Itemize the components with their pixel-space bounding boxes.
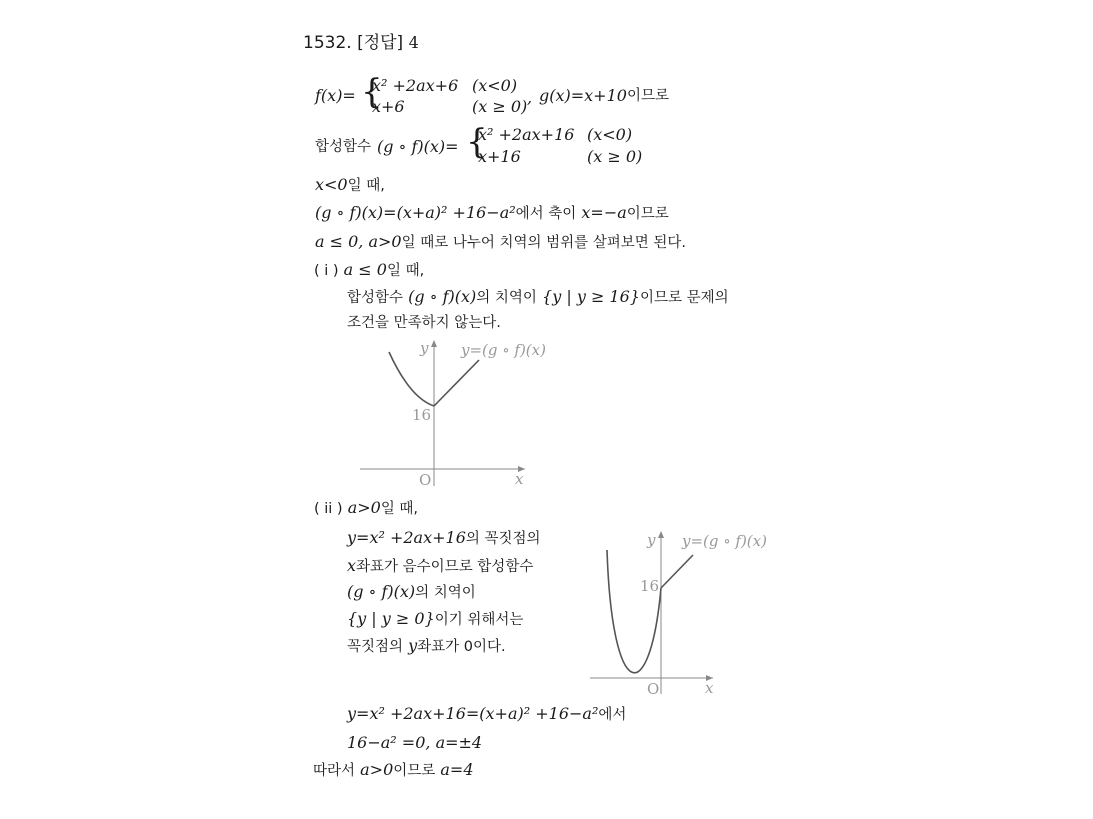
line-split-math: a ≤ 0, a>0 bbox=[315, 232, 402, 251]
problem-number: 1532. bbox=[303, 33, 352, 53]
final-line-3 bbox=[313, 762, 474, 779]
f-cond-1: (x<0) bbox=[472, 76, 518, 95]
composite-cond-2: (x ≥ 0) bbox=[587, 147, 643, 166]
final-l3-math-2: a=4 bbox=[440, 760, 474, 779]
composite-cond-1: (x<0) bbox=[587, 125, 633, 144]
case1-l1-math-1: (g ∘ f)(x) bbox=[408, 287, 477, 306]
graph2-curve-label: y=(g ∘ f)(x) bbox=[682, 532, 767, 550]
case2-l1-text: 의 꼭짓점의 bbox=[465, 531, 541, 547]
case2-line-3 bbox=[347, 584, 476, 601]
g-definition: g(x)=x+10 bbox=[539, 86, 627, 105]
answer-label: [정답] bbox=[357, 33, 404, 53]
final-line-2: 16−a² =0, a=±4 bbox=[347, 733, 483, 752]
case2-cond-math: a>0 bbox=[347, 498, 381, 517]
case2-line-5 bbox=[347, 638, 506, 655]
case2-label: ( ii ) bbox=[314, 501, 343, 517]
case1-l1-text-3: 이므로 문제의 bbox=[639, 290, 729, 306]
line-axis-math-1: (g ∘ f)(x)=(x+a)² +16−a² bbox=[315, 203, 516, 222]
f-lhs: f(x)= bbox=[315, 86, 356, 105]
graph2-y-arrow bbox=[658, 531, 664, 538]
case1-l1-text-1: 합성함수 bbox=[347, 290, 404, 306]
composite-piece-2: x+16 bbox=[478, 147, 521, 166]
graph2-x-axis-label: x bbox=[705, 679, 714, 697]
case2-cond-text: 일 때, bbox=[380, 501, 419, 517]
case1-cond-text: 일 때, bbox=[386, 263, 425, 279]
final-l3-math-1: a>0 bbox=[360, 760, 394, 779]
f-piece-2: x+6 bbox=[372, 97, 405, 116]
g-suffix: 이므로 bbox=[627, 88, 670, 104]
line-x-negative bbox=[315, 177, 385, 194]
graph2-parabola bbox=[607, 550, 661, 673]
f-cond-2: (x ≥ 0) bbox=[472, 97, 528, 116]
case2-l4-text: 이기 위해서는 bbox=[434, 612, 524, 628]
graph2-y-axis-label: y bbox=[647, 531, 656, 549]
graph2-right-line bbox=[661, 555, 693, 588]
line-axis-text-2: 이므로 bbox=[626, 206, 669, 222]
case1-line-2: 조건을 만족하지 않는다. bbox=[347, 315, 501, 331]
line-x-negative-text: 일 때, bbox=[347, 178, 385, 194]
composite-brace: { bbox=[466, 122, 488, 162]
answer-value: 4 bbox=[408, 33, 419, 52]
graph1-right-line bbox=[434, 360, 479, 406]
case2-l5-text-1: 꼭짓점의 bbox=[347, 639, 404, 655]
case1-line-1 bbox=[347, 289, 729, 306]
case2-line-4 bbox=[347, 611, 523, 628]
case1-heading bbox=[314, 262, 424, 279]
final-line-1 bbox=[347, 706, 626, 723]
graph1-y-axis-label: y bbox=[420, 339, 429, 357]
case2-l3-math: (g ∘ f)(x) bbox=[347, 582, 416, 601]
case1-cond-math: a ≤ 0 bbox=[343, 260, 387, 279]
case2-line-1 bbox=[347, 530, 541, 547]
graph1-x-axis-label: x bbox=[515, 470, 524, 488]
line-x-negative-math: x<0 bbox=[315, 175, 348, 194]
def-comma: , bbox=[527, 88, 533, 107]
case2-line-2 bbox=[347, 558, 533, 575]
f-brace: { bbox=[361, 72, 383, 112]
line-split bbox=[315, 234, 686, 251]
graph1-curve-label: y=(g ∘ f)(x) bbox=[461, 341, 546, 359]
line-axis-math-2: x=−a bbox=[581, 203, 627, 222]
graph1-intercept-label: 16 bbox=[412, 406, 432, 424]
case2-heading bbox=[314, 500, 418, 517]
line-split-text: 일 때로 나누어 치역의 범위를 살펴보면 된다. bbox=[401, 235, 686, 251]
graph-case2 bbox=[585, 524, 800, 699]
graph1-origin-label: O bbox=[419, 471, 432, 489]
problem-header bbox=[303, 35, 419, 52]
composite-piece-1: x² +2ax+16 bbox=[478, 125, 575, 144]
final-l3-text-2: 이므로 bbox=[393, 763, 436, 779]
f-piece-1: x² +2ax+6 bbox=[372, 76, 459, 95]
final-l1-text: 에서 bbox=[598, 707, 627, 723]
graph-case1 bbox=[355, 336, 575, 491]
case1-label: ( i ) bbox=[314, 263, 339, 279]
graph1-y-arrow bbox=[431, 340, 437, 347]
case2-l2-text: 좌표가 음수이므로 합성함수 bbox=[356, 559, 534, 575]
graph2-intercept-label: 16 bbox=[640, 577, 660, 595]
line-axis bbox=[315, 205, 669, 222]
case2-l5-text-2: 좌표가 0이다. bbox=[417, 639, 506, 655]
case2-l3-text: 의 치역이 bbox=[415, 585, 476, 601]
case1-l1-text-2: 의 치역이 bbox=[476, 290, 537, 306]
case2-l5-math: y bbox=[408, 636, 418, 655]
graph2-origin-label: O bbox=[647, 680, 660, 698]
case1-l1-math-2: {y | y ≥ 16} bbox=[542, 287, 640, 306]
final-l1-math: y=x² +2ax+16=(x+a)² +16−a² bbox=[347, 704, 599, 723]
final-l3-text-1: 따라서 bbox=[313, 763, 356, 779]
case2-l4-math: {y | y ≥ 0} bbox=[347, 609, 435, 628]
case2-l1-math: y=x² +2ax+16 bbox=[347, 528, 466, 547]
composite-prefix: 합성함수 bbox=[315, 139, 372, 155]
line-axis-text-1: 에서 축이 bbox=[515, 206, 577, 222]
graph1-left-curve bbox=[389, 352, 434, 406]
case2-l2-math: x bbox=[347, 556, 357, 575]
composite-lhs: (g ∘ f)(x)= bbox=[377, 137, 459, 156]
